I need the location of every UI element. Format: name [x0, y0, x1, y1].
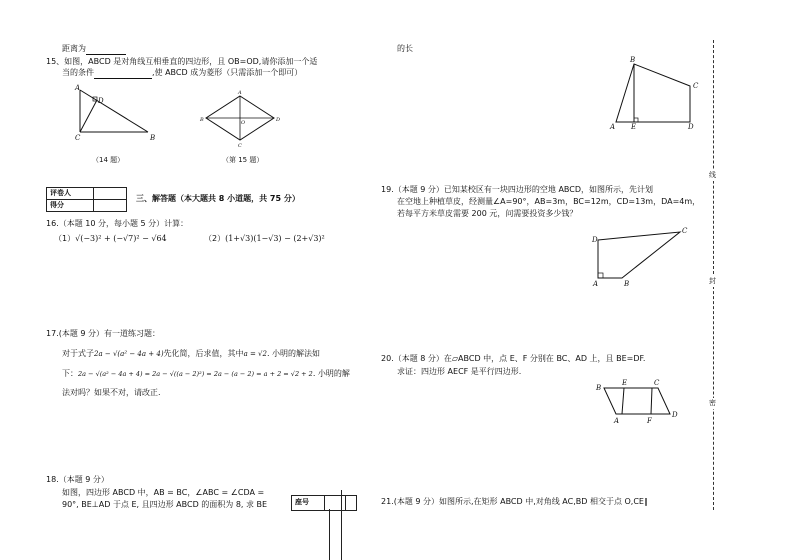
q15-line1: 15、如图，ABCD 是对角线互相垂直的四边形，且 OB=OD,请你添加一个适: [46, 57, 318, 66]
q16-header: 16.（本题 10 分，每小题 5 分）计算：: [46, 219, 189, 228]
seat-number-cell[interactable]: [325, 496, 346, 511]
fig15-label-d: D: [276, 117, 281, 123]
binding-char-feng: 封: [709, 276, 716, 287]
section-3-heading: 三、解答题（本大题共 8 小道题，共 75 分）: [136, 194, 300, 203]
binding-char-mi: 密: [709, 398, 716, 409]
fig20-label-c: C: [654, 379, 660, 387]
fig19-label-d: D: [592, 236, 598, 244]
fig15-label-b: B: [200, 117, 204, 123]
fig15-label-a: A: [238, 90, 242, 96]
q19-line3: 若每平方米草皮需要 200 元，问需要投资多少钱？: [397, 209, 578, 218]
q16-part1: [54, 234, 167, 245]
fig18-label-d: D: [688, 123, 694, 131]
q17-line2b: . 小明的解: [312, 369, 350, 378]
seat-table-rule: [329, 509, 330, 560]
binding-char-xian: 线: [709, 170, 716, 181]
q16-p1-expr: √(−3)² + (−√7)² − √64: [75, 234, 167, 243]
q18-line1: 如图，四边形 ABCD 中，AB = BC，∠ABC = ∠CDA =: [62, 488, 265, 497]
q16-p1-label: （1）: [54, 234, 76, 243]
fig20-label-f: F: [647, 417, 652, 425]
seat-number-table: [291, 495, 357, 511]
figure-19: [590, 226, 690, 291]
fig18-label-b: B: [630, 56, 636, 64]
q17-line2-expr: 2a − √(a² − 4a + 4) = 2a − √((a − 2)²) = 2a − (a − 2) = a + 2 = √2 + 2: [78, 370, 313, 378]
score-points-label: 得分: [47, 200, 94, 212]
q20-line1: 20.（本题 8 分）在▱ABCD 中，点 E、F 分别在 BC、AD 上，且 BE=DF.: [381, 354, 646, 363]
fig15-label-c: C: [238, 143, 242, 149]
q15-line2b: ,使 ABCD 成为菱形（只需添加一个即可）: [152, 68, 303, 77]
q17-line2a: 下：: [62, 369, 78, 378]
fig14-label-b: B: [150, 134, 156, 142]
answer-blank[interactable]: [94, 70, 152, 79]
q17-line1-expr: 2a − √(a² − 4a + 4): [94, 350, 164, 358]
fig20-label-a: A: [614, 417, 620, 425]
fig20-label-b: B: [596, 384, 602, 392]
fig14-caption: （14 题）: [92, 156, 125, 164]
score-points-cell[interactable]: [94, 200, 127, 212]
q17-line1-val: a = √2: [243, 350, 267, 358]
q16-part2: [204, 234, 325, 245]
q17-line2: [62, 369, 350, 380]
fig20-label-e: E: [622, 379, 628, 387]
q20-line2: 求证：四边形 AECF 是平行四边形.: [397, 367, 522, 376]
score-grader-cell[interactable]: [94, 188, 127, 200]
fig19-label-c: C: [682, 227, 688, 235]
binding-dashed-line: [713, 40, 714, 510]
q18-header: 18.（本题 9 分）: [46, 475, 109, 484]
fig18-label-c: C: [693, 82, 699, 90]
fig14-label-d: D: [98, 97, 104, 105]
q19-line1: 19.（本题 9 分）已知某校区有一块四边形的空地 ABCD，如图所示，先计划: [381, 185, 654, 194]
fig14-label-a: A: [75, 84, 81, 92]
q16-p2-label: （2）: [204, 234, 226, 243]
fig18-label-e: E: [631, 123, 637, 131]
figure-20: [594, 380, 684, 430]
q18-line2: 90°, BE⊥AD 于点 E, 且四边形 ABCD 的面积为 8, 求 BE: [62, 500, 268, 509]
seat-number-cell[interactable]: [346, 496, 357, 511]
q21-line1: 21.(本题 9 分）如图所示,在矩形 ABCD 中,对角线 AC,BD 相交于点 O,CE∥: [381, 497, 648, 506]
q17-line1b: 先化简，后求值，其中: [163, 349, 244, 358]
figure-15: [200, 90, 281, 149]
q17-line1: [62, 349, 320, 360]
q17-line3: 法对吗？如果不对，请改正.: [62, 388, 161, 397]
q15-line2: [62, 68, 302, 79]
q14-tail: [62, 44, 126, 55]
q17-header: 17.(本题 9 分）有一道练习题：: [46, 329, 161, 338]
q16-p2-expr: (1+√3)(1−√3) − (2+√3)²: [225, 234, 325, 243]
q17-line1a: 对于式子: [62, 349, 94, 358]
q14-tail-text: 距离为: [62, 44, 86, 53]
q19-line2: 在空地上种植草皮，经测量∠A=90°，AB=3m，BC=12m，CD=13m，DA=4m，: [397, 197, 701, 206]
answer-blank[interactable]: [86, 46, 126, 55]
seat-table-rule: [341, 490, 342, 560]
fig15-caption: （第 15 题）: [222, 156, 264, 164]
score-grader-label: 评卷人: [47, 188, 94, 200]
fig18-label-a: A: [610, 123, 616, 131]
fig19-label-a: A: [593, 280, 599, 288]
fig15-label-o: O: [241, 120, 246, 126]
seat-number-label: 座号: [292, 496, 325, 511]
fig14-label-c: C: [75, 134, 81, 142]
score-table: [46, 187, 127, 212]
q15-line2a: 当的条件: [62, 68, 94, 77]
q17-line1c: . 小明的解法如: [266, 349, 321, 358]
fig20-label-d: D: [672, 411, 678, 419]
figure-14: [70, 84, 160, 144]
figure-18: [608, 58, 708, 133]
q18-tail: 的长: [397, 44, 413, 53]
fig19-label-b: B: [624, 280, 630, 288]
